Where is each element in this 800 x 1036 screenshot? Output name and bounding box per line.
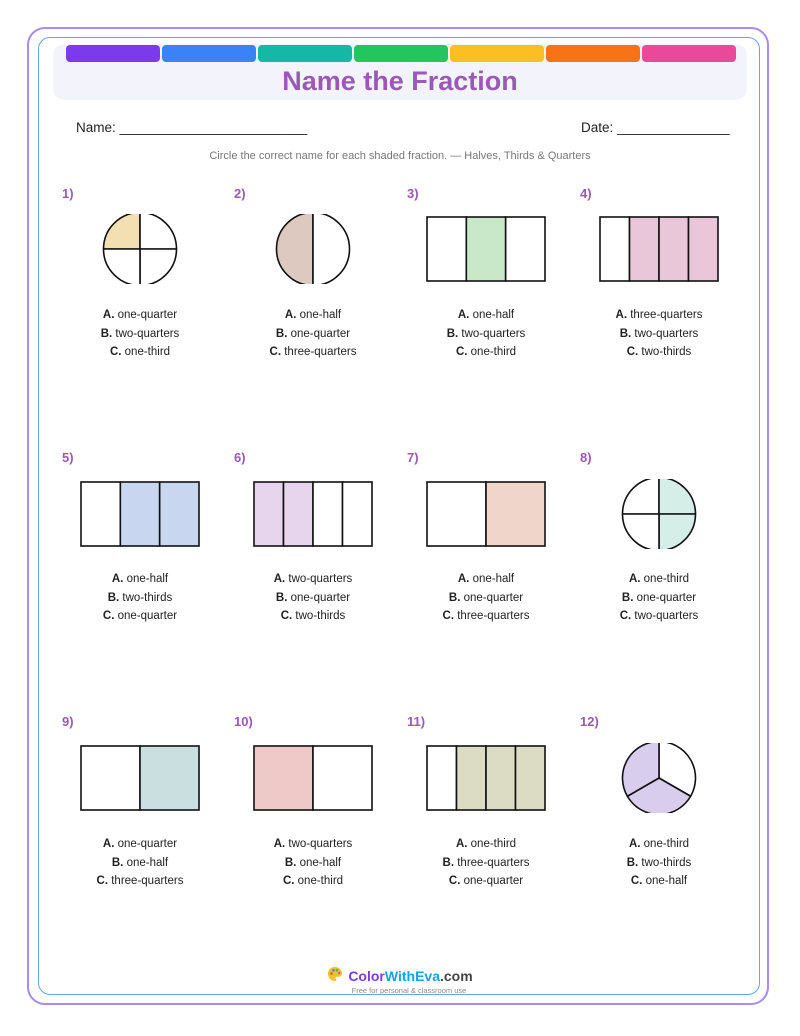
unshaded-part (623, 514, 660, 549)
shaded-part (160, 482, 199, 546)
footer (0, 966, 800, 995)
answer-letter: A. (457, 573, 470, 585)
answer-letter: A. (628, 573, 641, 585)
answer-choice[interactable] (406, 835, 566, 854)
answer-letter: B. (100, 327, 113, 340)
unshaded-part (140, 249, 177, 284)
answer-letter: B. (619, 327, 632, 340)
answer-choices (60, 306, 220, 362)
answer-letter: B. (446, 327, 459, 340)
answer-letter: A. (615, 309, 628, 321)
problem-number: 12) (580, 714, 599, 729)
answer-letter: A. (273, 573, 286, 585)
answer-text: one-quarter (290, 327, 351, 340)
answer-letter: C. (109, 346, 122, 358)
problem-number: 11) (407, 714, 426, 729)
unshaded-part (506, 217, 545, 281)
rainbow-segment (162, 45, 256, 62)
answer-text: one-half (472, 573, 515, 585)
shaded-part (120, 482, 159, 546)
answer-choice[interactable] (60, 589, 220, 608)
answer-choices (60, 570, 220, 626)
answer-choice[interactable] (579, 607, 739, 626)
fraction-shape (597, 743, 721, 813)
answer-letter: C. (442, 610, 455, 622)
answer-choice[interactable] (579, 854, 739, 873)
answer-letter: B. (626, 856, 639, 869)
answer-choice[interactable] (579, 589, 739, 608)
shaded-part (277, 214, 314, 284)
answer-letter: B. (621, 591, 634, 604)
answer-text: one-third (124, 346, 171, 358)
answer-choice[interactable] (60, 325, 220, 344)
answer-text: three-quarters (457, 856, 530, 869)
problem-number: 5) (62, 450, 74, 465)
rainbow-segment (258, 45, 352, 62)
answer-text: two-quarters (634, 327, 699, 340)
answer-choice[interactable] (406, 854, 566, 873)
answer-choice[interactable] (60, 343, 220, 362)
answer-text: one-half (299, 309, 342, 321)
shaded-part (659, 479, 696, 514)
answer-text: one-quarter (463, 875, 524, 887)
fraction-shape (78, 479, 202, 549)
shaded-part (486, 482, 545, 546)
answer-text: one-quarter (117, 610, 178, 622)
rainbow-segment (546, 45, 640, 62)
answer-choice[interactable] (406, 589, 566, 608)
answer-letter: C. (630, 875, 643, 887)
answer-text: one-half (645, 875, 688, 887)
answer-choice[interactable] (579, 872, 739, 891)
answer-choice[interactable] (233, 570, 393, 589)
answer-choice[interactable] (233, 607, 393, 626)
problem-number: 7) (407, 450, 419, 465)
answer-letter: A. (102, 309, 115, 321)
answer-choice[interactable] (579, 570, 739, 589)
answer-letter: B. (107, 591, 120, 604)
answer-letter: B. (275, 591, 288, 604)
answer-choice[interactable] (60, 607, 220, 626)
shaded-part (254, 482, 284, 546)
answer-letter: A. (628, 838, 641, 850)
answer-letter: C. (448, 875, 461, 887)
fraction-shape (251, 214, 375, 284)
answer-text: one-half (472, 309, 515, 321)
unshaded-part (313, 746, 372, 810)
shaded-part (516, 746, 546, 810)
unshaded-part (313, 482, 343, 546)
unshaded-part (427, 482, 486, 546)
instructions: Circle the correct name for each shaded fraction. — Halves, Thirds & Quarters (209, 150, 591, 162)
answer-letter: A. (284, 309, 297, 321)
rainbow-segment (66, 45, 160, 62)
answer-text: three-quarters (284, 346, 357, 358)
answer-letter: C. (280, 610, 293, 622)
answer-text: one-third (470, 838, 517, 850)
answer-choice[interactable] (233, 343, 393, 362)
answer-letter: C. (269, 346, 282, 358)
name-field[interactable]: Name: _________________________ (76, 120, 308, 135)
answer-letter: A. (457, 309, 470, 321)
answer-text: two-quarters (461, 327, 526, 340)
brand-logo (327, 966, 472, 985)
answer-choice[interactable] (406, 343, 566, 362)
answer-letter: C. (619, 610, 632, 622)
answer-text: one-third (470, 346, 517, 358)
answer-letter: A. (455, 838, 468, 850)
answer-choice[interactable] (233, 306, 393, 325)
answer-letter: C. (455, 346, 468, 358)
answer-choices (233, 835, 393, 891)
fraction-shape (424, 214, 548, 284)
answer-choice[interactable] (406, 872, 566, 891)
shaded-part (689, 217, 719, 281)
answer-text: two-quarters (288, 573, 353, 585)
unshaded-part (600, 217, 630, 281)
answer-choices (60, 835, 220, 891)
answer-choice[interactable] (233, 835, 393, 854)
rainbow-segment (642, 45, 736, 62)
answer-text: one-quarter (463, 591, 524, 604)
answer-choice[interactable] (406, 325, 566, 344)
unshaded-part (427, 217, 466, 281)
answer-text: two-quarters (634, 610, 699, 622)
answer-choice[interactable] (579, 306, 739, 325)
answer-choice[interactable] (233, 854, 393, 873)
problem-number: 1) (62, 186, 74, 201)
problem-number: 10) (234, 714, 253, 729)
answer-choice[interactable] (60, 872, 220, 891)
answer-text: one-third (643, 573, 690, 585)
answer-choices (579, 835, 739, 891)
answer-letter: B. (442, 856, 455, 869)
answer-letter: B. (284, 856, 297, 869)
unshaded-part (313, 214, 350, 284)
unshaded-part (104, 249, 141, 284)
answer-text: one-third (643, 838, 690, 850)
answer-text: one-quarter (290, 591, 351, 604)
shaded-part (254, 746, 313, 810)
shaded-part (630, 217, 660, 281)
shaded-part (486, 746, 516, 810)
answer-letter: C. (282, 875, 295, 887)
problem-number: 9) (62, 714, 74, 729)
brand-com: .com (439, 967, 473, 984)
fraction-shape (597, 214, 721, 284)
answer-choice[interactable] (60, 570, 220, 589)
answer-choice[interactable] (60, 306, 220, 325)
answer-choice[interactable] (579, 325, 739, 344)
answer-choice[interactable] (406, 306, 566, 325)
answer-text: two-quarters (288, 838, 353, 850)
problem-number: 6) (234, 450, 246, 465)
answer-text: one-half (126, 856, 169, 869)
unshaded-part (81, 746, 140, 810)
date-field[interactable]: Date: _______________ (581, 120, 730, 135)
brand-color: Color (348, 967, 385, 984)
answer-text: two-thirds (122, 591, 173, 604)
answer-choice[interactable] (233, 325, 393, 344)
answer-text: one-third (297, 875, 344, 887)
answer-choices (406, 306, 566, 362)
answer-letter: C. (102, 610, 115, 622)
answer-choices (579, 306, 739, 362)
answer-letter: B. (111, 856, 124, 869)
answer-choice[interactable] (60, 854, 220, 873)
answer-text: three-quarters (111, 875, 184, 887)
answer-choices (579, 570, 739, 626)
answer-choices (406, 570, 566, 626)
shaded-part (140, 746, 199, 810)
unshaded-part (427, 746, 457, 810)
answer-text: two-thirds (641, 856, 692, 869)
fraction-shape (424, 479, 548, 549)
answer-text: one-quarter (117, 838, 178, 850)
answer-letter: C. (626, 346, 639, 358)
problem-number: 8) (580, 450, 592, 465)
answer-letter: A. (102, 838, 115, 850)
answer-choices (406, 835, 566, 891)
rainbow-bar (66, 45, 736, 62)
answer-letter: C. (96, 875, 109, 887)
answer-choice[interactable] (233, 589, 393, 608)
footer-tagline: Free for personal & classroom use (351, 986, 467, 995)
answer-choice[interactable] (233, 872, 393, 891)
answer-letter: B. (275, 327, 288, 340)
answer-text: one-half (126, 573, 169, 585)
fraction-shape (78, 214, 202, 284)
answer-text: one-half (299, 856, 342, 869)
problem-number: 3) (407, 186, 419, 201)
shaded-part (457, 746, 487, 810)
answer-letter: B. (448, 591, 461, 604)
unshaded-part (623, 479, 660, 514)
palette-icon (327, 966, 343, 985)
fraction-shape (424, 743, 548, 813)
fraction-shape (251, 479, 375, 549)
answer-text: one-quarter (636, 591, 697, 604)
shaded-part (104, 214, 141, 249)
answer-letter: A. (273, 838, 286, 850)
answer-text: two-quarters (115, 327, 180, 340)
answer-letter: A. (111, 573, 124, 585)
answer-text: two-thirds (641, 346, 692, 358)
answer-choice[interactable] (579, 835, 739, 854)
answer-choices (233, 306, 393, 362)
brand-witheva: WithEva (384, 967, 440, 984)
problem-number: 4) (580, 186, 592, 201)
rainbow-segment (450, 45, 544, 62)
answer-text: three-quarters (630, 309, 703, 321)
unshaded-part (140, 214, 177, 249)
fraction-shape (78, 743, 202, 813)
page-title: Name the Fraction (282, 66, 518, 96)
rainbow-segment (354, 45, 448, 62)
answer-choice[interactable] (406, 570, 566, 589)
problem-number: 2) (234, 186, 246, 201)
shaded-part (466, 217, 505, 281)
unshaded-part (81, 482, 120, 546)
answer-text: one-quarter (117, 309, 178, 321)
fraction-shape (597, 479, 721, 549)
answer-choices (233, 570, 393, 626)
answer-choice[interactable] (60, 835, 220, 854)
shaded-part (659, 217, 689, 281)
answer-text: two-thirds (295, 610, 346, 622)
fraction-shape (251, 743, 375, 813)
answer-choice[interactable] (406, 607, 566, 626)
shaded-part (659, 514, 696, 549)
answer-text: three-quarters (457, 610, 530, 622)
answer-choice[interactable] (579, 343, 739, 362)
shaded-part (284, 482, 314, 546)
unshaded-part (343, 482, 373, 546)
